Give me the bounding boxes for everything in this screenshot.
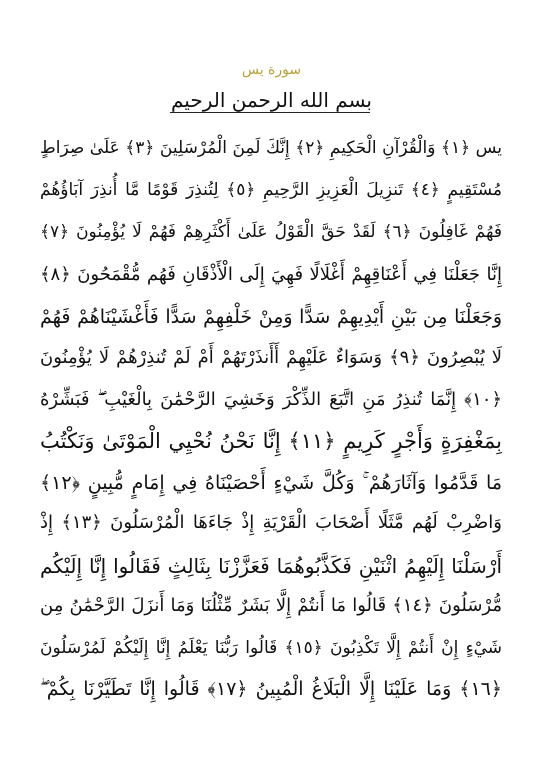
verse-line: فَهُمْ غَافِلُونَ ﴿٦﴾ لَقَدْ حَقَّ الْقَوْلُ عَلَىٰ أَكْثَرِهِمْ فَهُمْ لَا يُؤْمِنُونَ ﴿٧﴾ — [40, 222, 502, 242]
verse-line: بِمَغْفِرَةٍ وَأَجْرٍ كَرِيمٍ ﴿١١﴾ إِنَّا نَحْنُ نُحْيِي الْمَوْتَىٰ وَنَكْتُبُ — [40, 429, 502, 453]
surah-title: سورة يس — [241, 62, 302, 78]
verse-line: مُسْتَقِيمٍ ﴿٤﴾ تَنزِيلَ الْعَزِيزِ الرَّحِيمِ ﴿٥﴾ لِتُنذِرَ قَوْمًا مَّا أُنذِرَ آبَاؤُهُمْ — [40, 180, 502, 200]
basmala-underline — [170, 112, 370, 113]
verse-line: يس ﴿١﴾ وَالْقُرْآنِ الْحَكِيمِ ﴿٢﴾ إِنَّكَ لَمِنَ الْمُرْسَلِينَ ﴿٣﴾ عَلَىٰ صِرَاطٍ — [40, 138, 502, 158]
verse-line: إِنَّا جَعَلْنَا فِي أَعْنَاقِهِمْ أَغْلَالًا فَهِيَ إِلَى الْأَذْقَانِ فَهُم مُّقْمَحُونَ ﴿٨﴾ — [40, 264, 502, 285]
verse-line: لَا يُبْصِرُونَ ﴿٩﴾ وَسَوَاءٌ عَلَيْهِمْ أَأَنذَرْتَهُمْ أَمْ لَمْ تُنذِرْهُمْ لَا يُؤْمِنُونَ — [40, 347, 502, 368]
verse-line: ﴿١٠﴾ إِنَّمَا تُنذِرُ مَنِ اتَّبَعَ الذِّكْرَ وَخَشِيَ الرَّحْمَٰنَ بِالْغَيْبِ ۖ فَبَشِّرْهُ — [40, 389, 502, 410]
verse-line: أَرْسَلْنَا إِلَيْهِمُ اثْنَيْنِ فَكَذَّبُوهُمَا فَعَزَّزْنَا بِثَالِثٍ فَقَالُوا إِنَّا إِلَيْكُم — [40, 554, 502, 578]
verse-line: وَاضْرِبْ لَهُم مَّثَلًا أَصْحَابَ الْقَرْيَةِ إِذْ جَاءَهَا الْمُرْسَلُونَ ﴿١٣﴾ إِذْ — [40, 512, 502, 533]
verse-line: مَا قَدَّمُوا وَآثَارَهُمْ ۚ وَكُلَّ شَيْءٍ أَحْصَيْنَاهُ فِي إِمَامٍ مُّبِينٍ ﴿١٢﴾ — [40, 472, 502, 494]
verse-line: شَيْءٍ إِنْ أَنتُمْ إِلَّا تَكْذِبُونَ ﴿١٥﴾ قَالُوا رَبُّنَا يَعْلَمُ إِنَّا إِلَيْكُمْ لَمُرْسَلُونَ — [40, 638, 502, 658]
verse-line: وَجَعَلْنَا مِن بَيْنِ أَيْدِيهِمْ سَدًّا وَمِنْ خَلْفِهِمْ سَدًّا فَأَغْشَيْنَاهُمْ فَهُمْ — [40, 306, 502, 328]
verse-line: ﴿١٦﴾ وَمَا عَلَيْنَا إِلَّا الْبَلَاغُ الْمُبِينُ ﴿١٧﴾ قَالُوا إِنَّا تَطَيَّرْنَا بِكُمْ ۖ — [40, 678, 502, 700]
basmala: بسم الله الرحمن الرحيم — [170, 88, 372, 112]
verse-line: مُّرْسَلُونَ ﴿١٤﴾ قَالُوا مَا أَنتُمْ إِلَّا بَشَرٌ مِّثْلُنَا وَمَا أَنزَلَ الرَّحْمَٰنُ مِن — [40, 595, 502, 616]
